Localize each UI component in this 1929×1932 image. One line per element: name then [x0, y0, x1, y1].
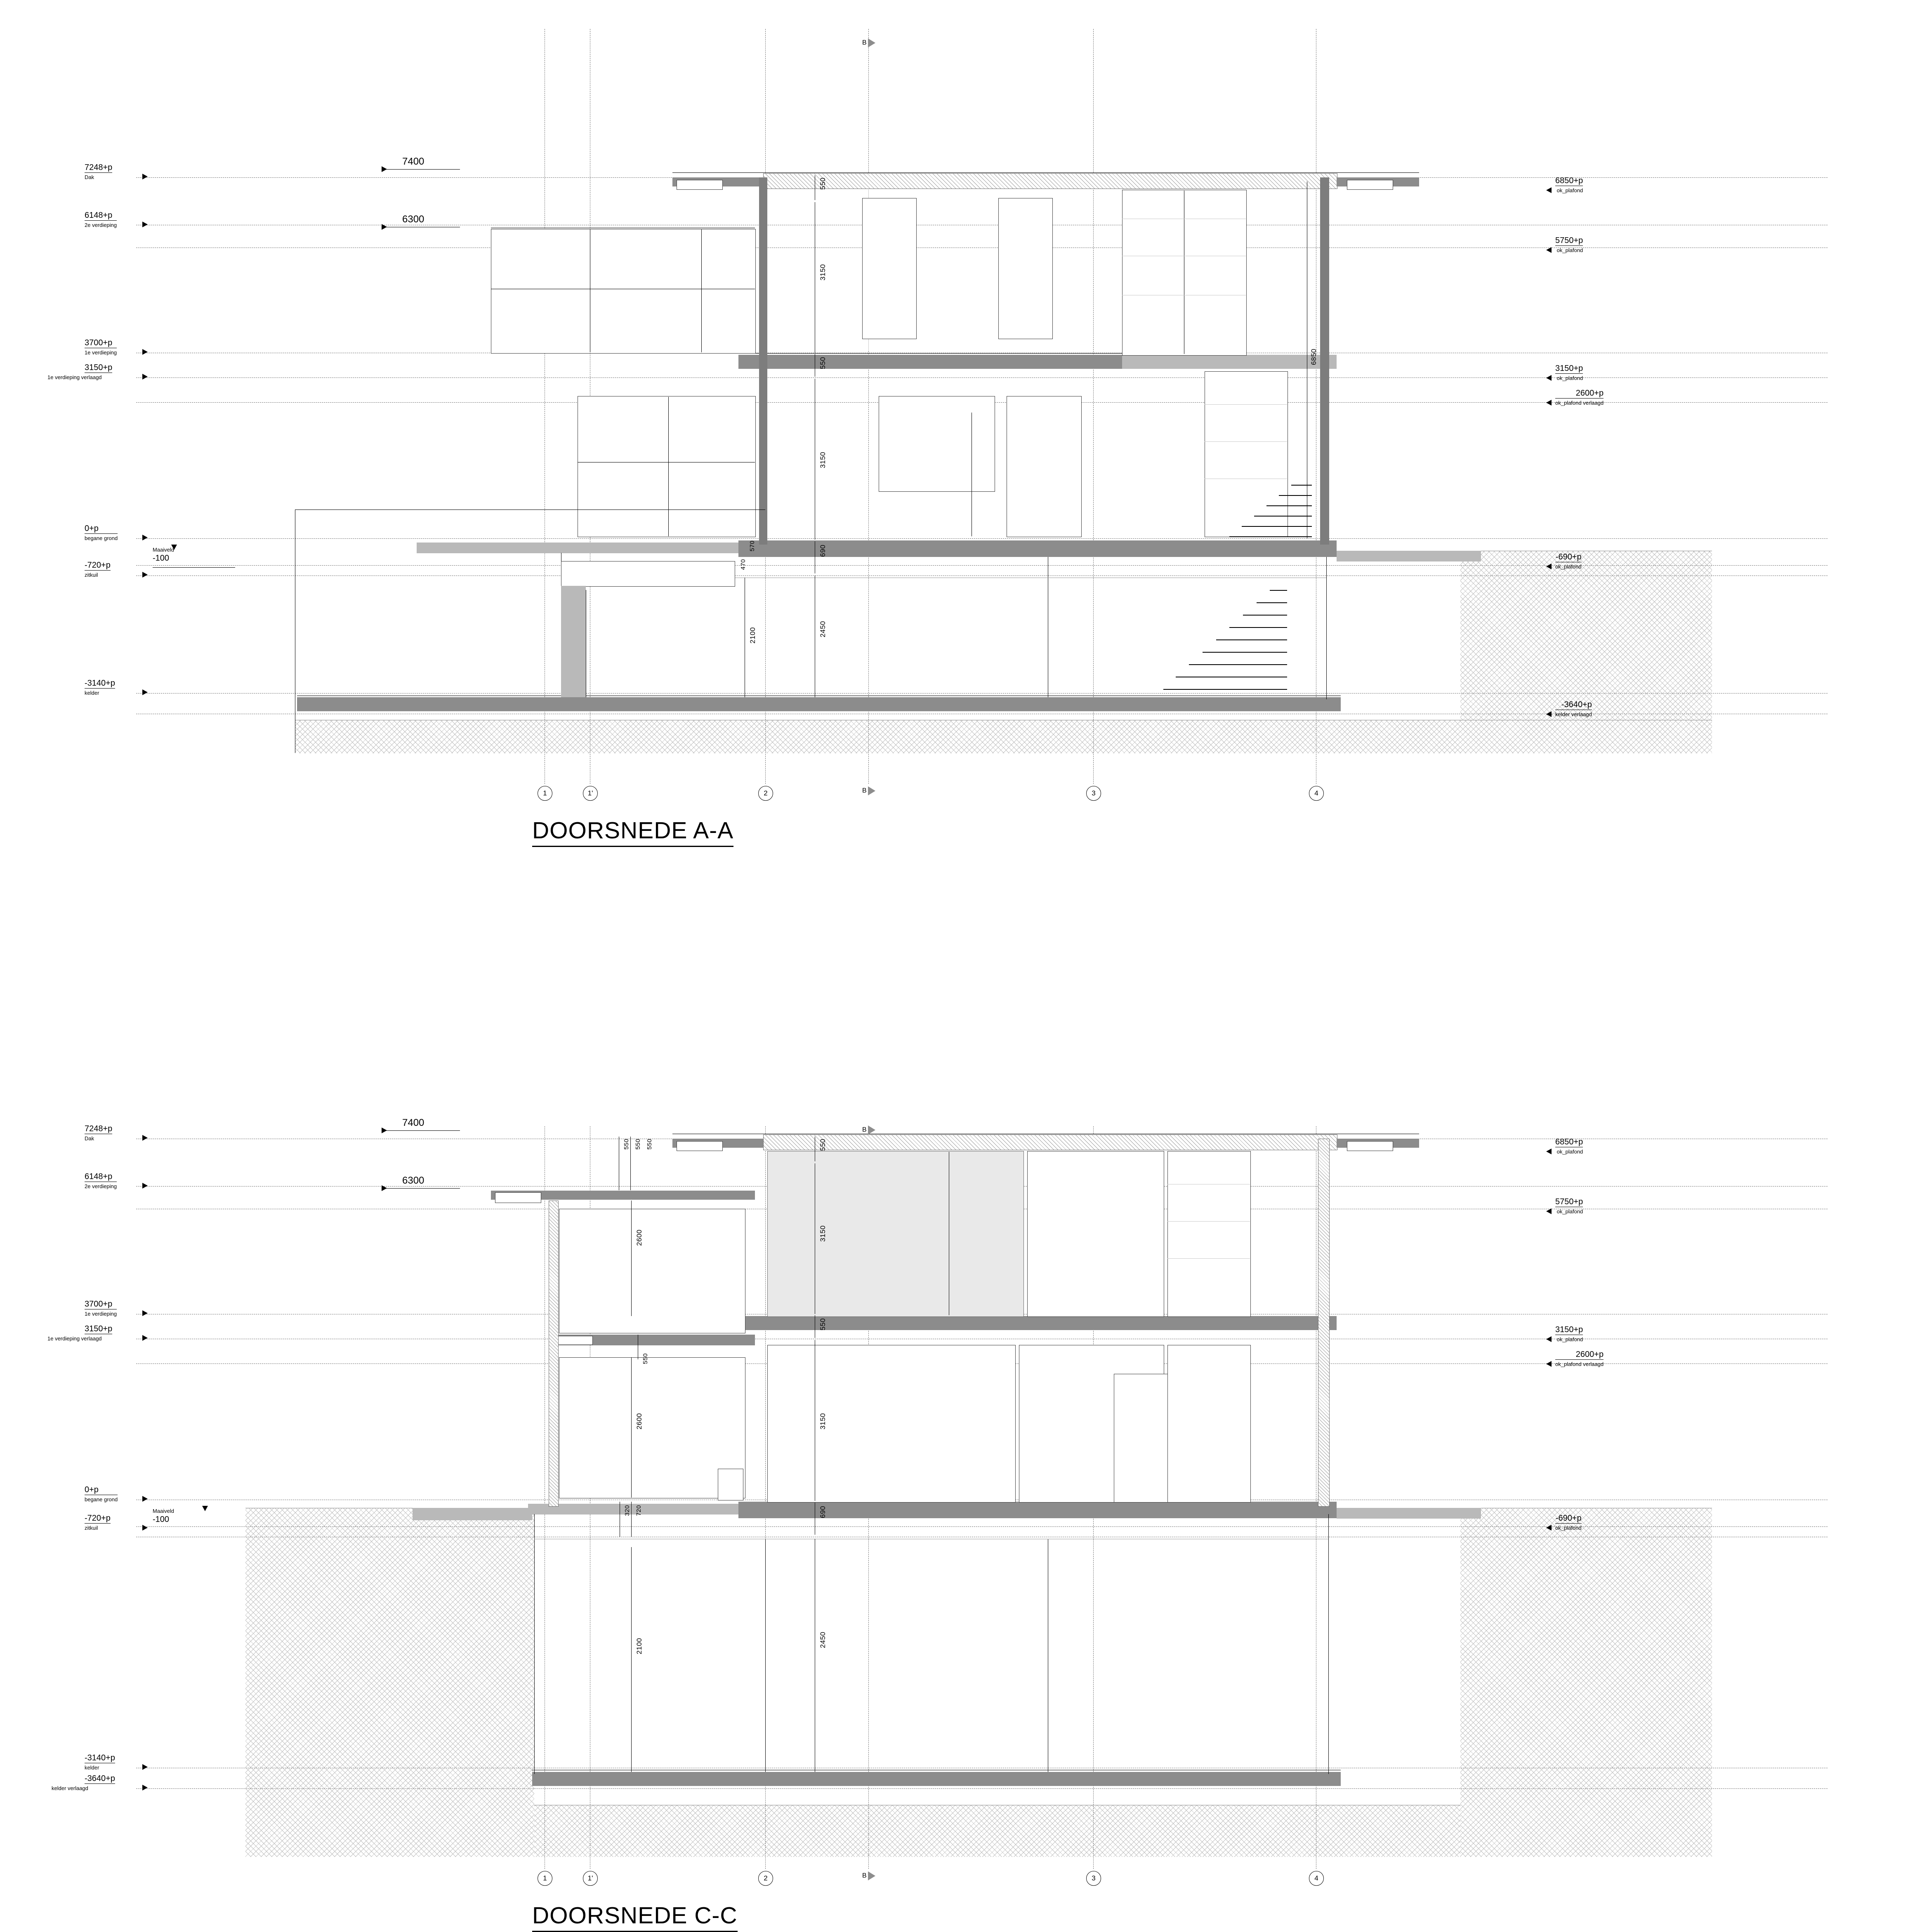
- extra-dim-cc-7400-line: [382, 1130, 460, 1131]
- level-marker-cc-right-0: [1546, 1149, 1552, 1154]
- section-cc: [0, 961, 1929, 1929]
- grid-axis-3: [1093, 29, 1094, 784]
- dimline-cc-2600l: [631, 1357, 632, 1498]
- dim-cc-550-c: 550: [646, 1139, 653, 1150]
- soil-hatch-cc-bottom: [534, 1805, 1460, 1857]
- floor-slab-2e-top: [738, 353, 1122, 354]
- room-1e-left-cc: [767, 1345, 1016, 1503]
- facade-left-glazing-lower: [578, 396, 756, 537]
- glazing-2e-cc: [767, 1151, 1024, 1317]
- roof-slab: [763, 173, 1337, 189]
- level-marker-left-0: [142, 174, 148, 179]
- floor-slab-bg-left-cc: [528, 1504, 738, 1514]
- dim-cc-550-1e: 550: [642, 1353, 649, 1364]
- level-marker-cc-left-0: [142, 1135, 148, 1141]
- extra-dim-cc-7400-marker: [382, 1128, 387, 1133]
- dim-aa-3150-2e: 3150: [819, 264, 827, 281]
- stair-basement: [1163, 578, 1287, 693]
- extra-dim-7400-line: [382, 169, 460, 170]
- door-2e-1: [862, 198, 917, 339]
- facade-left-mullion-c: [668, 397, 669, 536]
- door-1e-1: [1007, 396, 1082, 537]
- basement-wall-left-cc: [534, 1514, 535, 1774]
- basement-floor-slab: [297, 697, 1341, 711]
- level-label-left-6: -3140+p kelder: [85, 679, 115, 696]
- level-marker-left-4: [142, 535, 148, 540]
- window-1e: [879, 396, 995, 492]
- cabinet-2e-shelf-cc2: [1167, 1221, 1250, 1222]
- level-label-right-1: 5750+p ok_plafond: [1555, 236, 1583, 253]
- dim-cc-550-b: 550: [634, 1139, 641, 1150]
- basement-wall-mid2-cc: [765, 1539, 766, 1772]
- facade-left-glazing-upper: [491, 229, 756, 354]
- level-marker-cc-left-4: [142, 1496, 148, 1502]
- level-marker-right-3: [1546, 400, 1552, 406]
- grid-bubble-1: 1: [538, 786, 552, 801]
- soil-hatch-right: [1460, 551, 1712, 749]
- level-marker-left-6: [142, 689, 148, 695]
- dim-cc-550-mid: 550: [819, 1318, 827, 1330]
- level-marker-left-1: [142, 222, 148, 227]
- panel-left-upper-cc: [559, 1209, 745, 1333]
- grid-bubble-cc-4: 4: [1309, 1871, 1324, 1886]
- basement-floor-slab-cc: [532, 1772, 1341, 1786]
- maaiveld-leader: [153, 567, 235, 568]
- cabinet-1e-shelf-1: [1205, 404, 1287, 405]
- level-marker-right-4: [1546, 564, 1552, 569]
- dim-cc-720: 720: [635, 1505, 642, 1516]
- maaiveld-label-cc: Maaiveld -100: [153, 1508, 175, 1524]
- level-label-cc-left-5: -720+p zitkuil: [85, 1514, 111, 1531]
- basement-room-left: [561, 561, 735, 587]
- level-marker-left-5: [142, 572, 148, 578]
- dim-aa-2450: 2450: [819, 621, 827, 637]
- section-mark-cc-b-top: B: [862, 1126, 867, 1134]
- dim-aa-470: 470: [740, 559, 747, 570]
- grid-bubble-3: 3: [1086, 786, 1101, 801]
- dim-cc-550-a: 550: [623, 1139, 630, 1150]
- cabinet-2e-shelf-cc3: [1167, 1258, 1250, 1259]
- level-marker-cc-right-4: [1546, 1525, 1552, 1531]
- extra-dim-6300: 6300: [402, 214, 424, 225]
- level-label-right-5: -3640+p kelder verlaagd: [1555, 700, 1592, 717]
- stair-upper: [1229, 483, 1312, 540]
- floor-slab-bg-left: [417, 543, 738, 553]
- wall-axis2: [759, 177, 767, 545]
- extra-dim-cc-7400: 7400: [402, 1117, 424, 1128]
- section-mark-cc-b-bottom: B: [862, 1872, 867, 1880]
- extra-dim-7400: 7400: [402, 156, 424, 167]
- dim-aa-550-roof: 550: [819, 177, 827, 190]
- dimline-cc-2100: [631, 1547, 632, 1772]
- extra-dim-7400-marker: [382, 166, 387, 172]
- level-label-cc-left-6: -3140+p kelder: [85, 1753, 115, 1771]
- level-label-cc-right-1: 5750+p ok_plafond: [1555, 1197, 1583, 1215]
- canopy-2e-box-cc: [495, 1192, 541, 1203]
- wall-right-cc: [1318, 1139, 1330, 1507]
- level-label-cc-left-4: 0+p begane grond: [85, 1485, 118, 1503]
- level-marker-right-2: [1546, 375, 1552, 381]
- level-label-left-5: -720+p zitkuil: [85, 561, 111, 578]
- level-marker-cc-left-1: [142, 1183, 148, 1189]
- level-marker-cc-left-5: [142, 1525, 148, 1531]
- panel-2e-right-cc: [1027, 1151, 1164, 1317]
- level-label-cc-left-0: 7248+p Dak: [85, 1124, 113, 1142]
- floor-slab-2e: [738, 355, 1122, 369]
- grid-bubble-cc-1p: 1': [583, 1871, 598, 1886]
- dim-cc-690: 690: [819, 1506, 827, 1518]
- soil-hatch-cc-left: [245, 1508, 534, 1857]
- cabinet-2e: [1122, 190, 1247, 356]
- grid-bubble-cc-2: 2: [758, 1871, 773, 1886]
- extra-dim-cc-6300-marker: [382, 1185, 387, 1191]
- floor-slab-bg: [738, 540, 1337, 557]
- floor-step-cc: [413, 1508, 532, 1520]
- level-marker-cc-right-3: [1546, 1361, 1552, 1367]
- level-marker-left-3: [142, 374, 148, 380]
- dimline-cc-720: [631, 1502, 632, 1537]
- level-label-left-4: 0+p begane grond: [85, 524, 118, 541]
- cabinet-1e-shelf-2: [1205, 441, 1287, 442]
- grid-bubble-cc-1: 1: [538, 1871, 552, 1886]
- extra-dim-6300-marker: [382, 224, 387, 230]
- floor-slab-bg-cc: [738, 1502, 1337, 1518]
- cabinet-2e-cc: [1167, 1151, 1251, 1317]
- level-marker-right-1: [1546, 247, 1552, 253]
- level-marker-cc-left-7: [142, 1785, 148, 1790]
- basement-wall-right-cc: [1328, 1514, 1329, 1774]
- dim-cc-2600-upper: 2600: [635, 1229, 643, 1246]
- level-label-cc-left-7: -3640+p kelder verlaagd: [52, 1774, 115, 1791]
- roof-gutter-right: [1347, 180, 1393, 190]
- level-marker-cc-right-1: [1546, 1208, 1552, 1214]
- grid-bubble-1p: 1': [583, 786, 598, 801]
- extra-dim-cc-6300: 6300: [402, 1175, 424, 1186]
- roof-top-line: [672, 172, 1419, 173]
- level-label-cc-right-4: -690+p ok_plafond: [1555, 1514, 1582, 1531]
- level-label-left-2: 3700+p 1e verdieping: [85, 338, 117, 356]
- detail-box-cc: [718, 1469, 743, 1500]
- level-marker-cc-left-2: [142, 1310, 148, 1316]
- dim-aa-570: 570: [749, 540, 756, 552]
- panel-1e-right-cc: [1167, 1345, 1251, 1503]
- zitkuil-step: [561, 586, 586, 697]
- section-aa: [0, 0, 1929, 887]
- dim-cc-2600-lower: 2600: [635, 1413, 643, 1430]
- section-mark-b-top: B: [862, 39, 867, 47]
- level-label-left-3: 3150+p 1e verdieping verlaagd: [47, 363, 113, 380]
- floor-slab-2e-right: [1122, 355, 1337, 369]
- grid-bubble-2: 2: [758, 786, 773, 801]
- level-label-cc-left-3: 3150+p 1e verdieping verlaagd: [47, 1324, 113, 1342]
- floor-slab-1e-cc: [738, 1316, 1337, 1330]
- dim-aa-2100: 2100: [749, 627, 757, 644]
- section-title-aa: DOORSNEDE A-A: [532, 817, 733, 847]
- wall-axis4: [1320, 177, 1329, 545]
- level-label-right-0: 6850+p ok_plafond: [1555, 176, 1583, 193]
- level-marker-right-5: [1546, 711, 1552, 717]
- level-label-right-4: -690+p ok_plafond: [1555, 552, 1582, 570]
- roof-slab-cc: [763, 1135, 1337, 1150]
- wall-left-cc: [549, 1201, 559, 1507]
- facade-left-mullion-b: [701, 229, 702, 352]
- section-title-cc: DOORSNEDE C-C: [532, 1902, 738, 1932]
- level-label-cc-right-2: 3150+p ok_plafond: [1555, 1325, 1583, 1342]
- level-label-right-2: 3150+p ok_plafond: [1555, 364, 1583, 381]
- dim-cc-2100: 2100: [635, 1638, 643, 1654]
- level-label-cc-right-0: 6850+p ok_plafond: [1555, 1137, 1583, 1155]
- level-marker-cc-right-2: [1546, 1336, 1552, 1342]
- level-label-right-3: 2600+p ok_plafond verlaagd: [1555, 389, 1604, 406]
- floor-slab-1e-left-box: [555, 1336, 593, 1345]
- roof-gutter-right-cc: [1347, 1141, 1393, 1151]
- level-marker-cc-left-3: [142, 1335, 148, 1341]
- basement-wall-right: [1326, 557, 1327, 699]
- dim-cc-320: 320: [624, 1505, 631, 1516]
- dimline-cc-b: [630, 1137, 631, 1190]
- floor-terrace-right: [1337, 551, 1481, 561]
- dim-cc-2450: 2450: [819, 1632, 827, 1648]
- soil-hatch-bottom: [295, 720, 1712, 753]
- soil-hatch-cc-right: [1460, 1508, 1712, 1857]
- level-label-cc-left-1: 6148+p 2e verdieping: [85, 1172, 117, 1189]
- dimline-cc-2600u: [631, 1201, 632, 1316]
- level-label-left-1: 6148+p 2e verdieping: [85, 211, 117, 228]
- dim-aa-550-1e: 550: [819, 357, 827, 369]
- floor-terrace-right-cc: [1337, 1508, 1481, 1519]
- level-marker-left-2: [142, 349, 148, 355]
- level-label-left-0: 7248+p Dak: [85, 163, 113, 180]
- door-2e-2: [998, 198, 1053, 339]
- roof-gutter-left: [677, 180, 723, 190]
- level-marker-cc-left-6: [142, 1764, 148, 1770]
- datum-cc-minus3640: [136, 1788, 1828, 1789]
- maaiveld-marker-cc: [202, 1506, 208, 1511]
- level-label-cc-left-2: 3700+p 1e verdieping: [85, 1300, 117, 1317]
- level-marker-right-0: [1546, 187, 1552, 193]
- dim-aa-690: 690: [819, 545, 827, 557]
- dim-cc-3150-2e: 3150: [819, 1225, 827, 1242]
- grid-axis-b: [868, 29, 869, 784]
- dim-aa-3150-1e: 3150: [819, 452, 827, 468]
- extra-dim-cc-6300-line: [382, 1188, 460, 1189]
- dim-cc-3150-1e: 3150: [819, 1413, 827, 1430]
- level-label-cc-right-3: 2600+p ok_plafond verlaagd: [1555, 1350, 1604, 1367]
- dim-cc-550-roof: 550: [819, 1139, 827, 1151]
- grid-bubble-4: 4: [1309, 786, 1324, 801]
- dim-aa-6850: 6850: [1310, 349, 1318, 365]
- datum-line-minus3140: [136, 693, 1828, 694]
- grid-bubble-cc-3: 3: [1086, 1871, 1101, 1886]
- maaiveld-label: Maaiveld -100: [153, 547, 175, 563]
- datum-line-0: [136, 538, 1828, 539]
- maaiveld-marker: [171, 545, 177, 550]
- roof-gutter-left-cc: [677, 1141, 723, 1151]
- section-mark-b-bottom: B: [862, 787, 867, 795]
